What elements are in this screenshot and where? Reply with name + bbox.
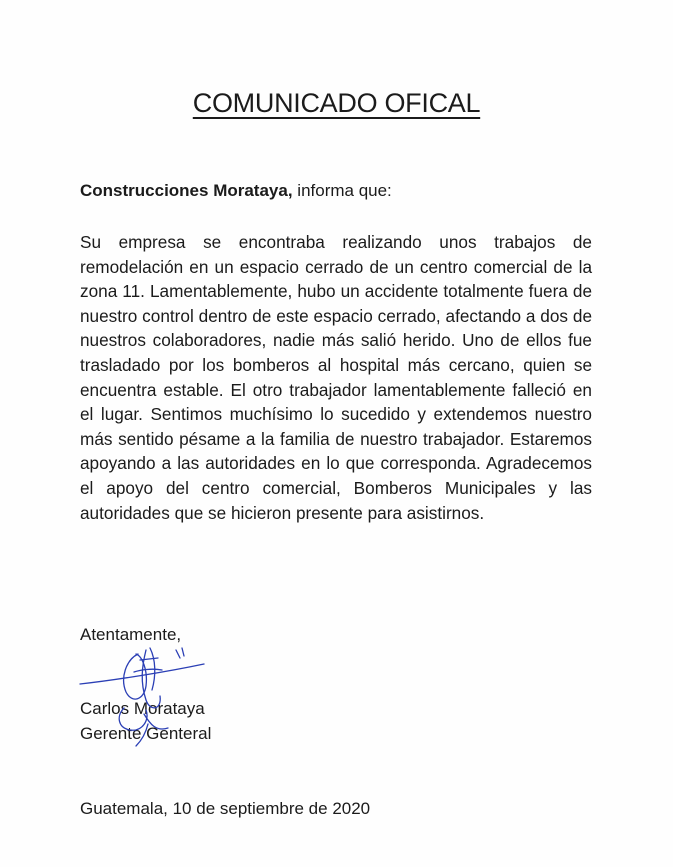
intro-line bbox=[80, 181, 392, 201]
document-title: COMUNICADO OFICAL bbox=[192, 88, 481, 118]
statement-body: Su empresa se encontraba realizando unos trabajos de remodelación en un espacio cerrado de un centro comercial de la zona 11. Lamentablemente, hubo un accidente totalmente fuera de nuestro control dentro de este espacio cerrado, afectando a dos de nuestros colaboradores, nadie más salió herido. Uno de ellos fue trasladado por los bomberos al hospital más cercano, quien se encuentra estable. El otro trabajador lamentablemente falleció en el lugar. Sentimos muchísimo lo sucedido y extendemos nuestro más sentido pésame a la familia de nuestro trabajador. Estaremos apoyando a las autoridades en lo que corresponda. Agradecemos el apoyo del centro comercial, Bomberos Municipales y las autoridades que se hicieron presente para asistirnos. bbox=[80, 232, 592, 523]
intro-text: informa que: bbox=[292, 181, 392, 200]
signer-name: Carlos Morataya bbox=[80, 699, 205, 718]
closing-salutation: Atentamente, bbox=[80, 625, 182, 644]
company-name: Construcciones Morataya, bbox=[80, 181, 293, 200]
date-line: Guatemala, 10 de septiembre de 2020 bbox=[80, 799, 371, 818]
signer-role: Gerente Genteral bbox=[80, 724, 212, 743]
handwritten-signature bbox=[76, 620, 226, 750]
